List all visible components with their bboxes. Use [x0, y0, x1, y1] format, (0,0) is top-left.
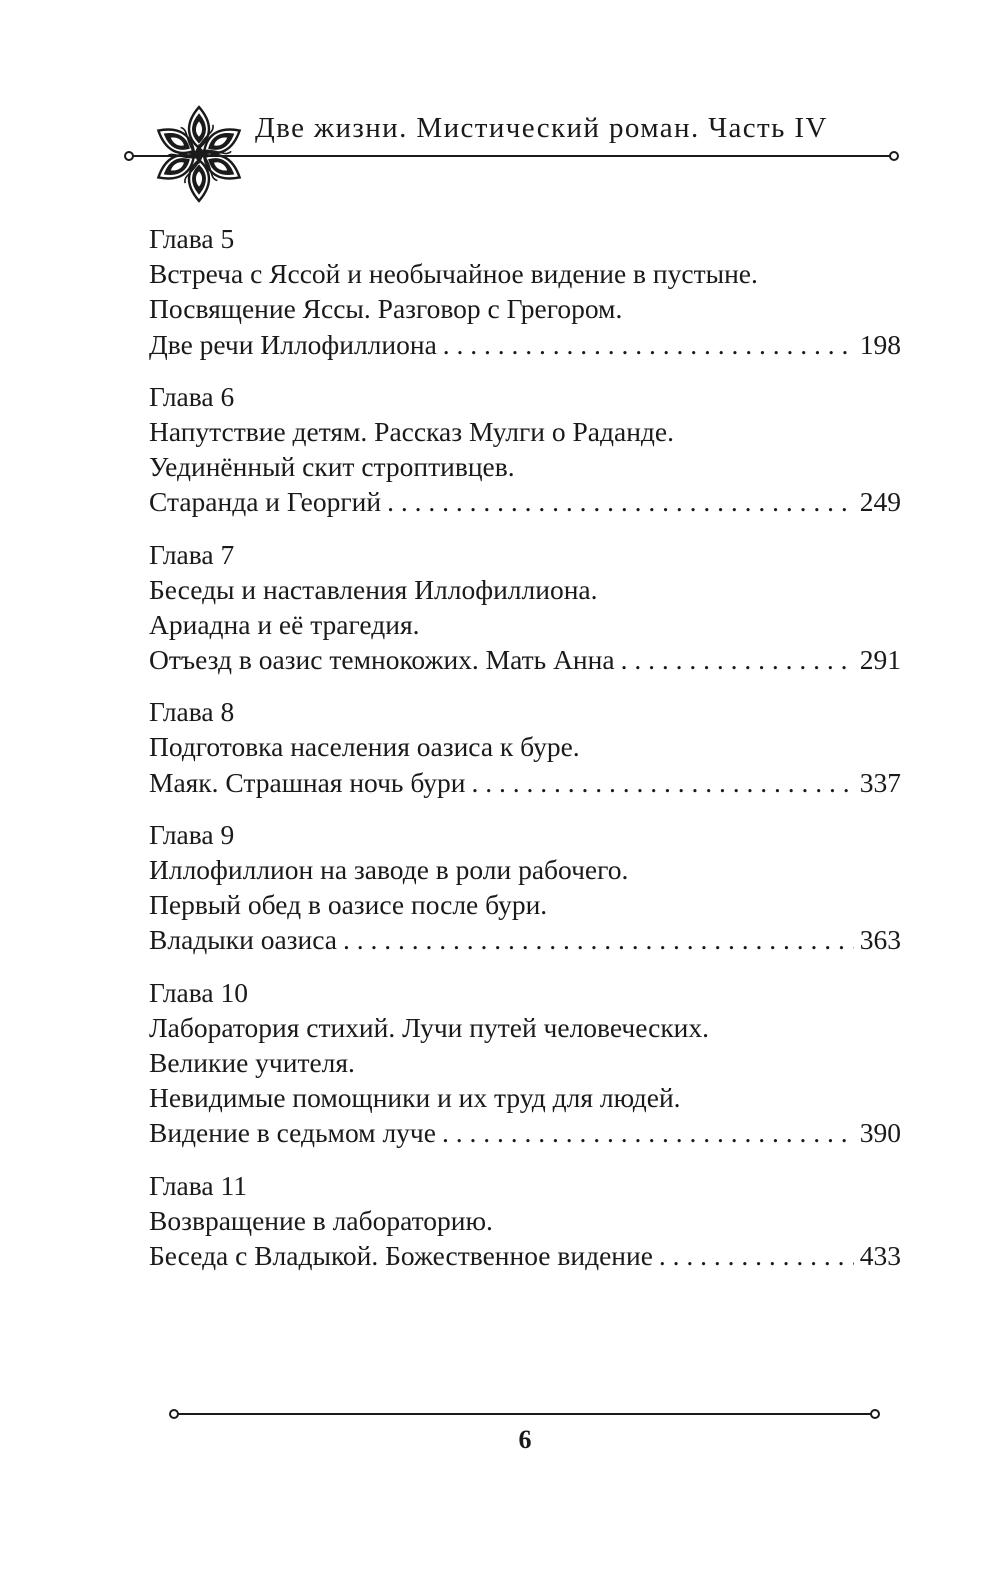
page-reference: 433 [859, 1239, 901, 1271]
dot-leader [442, 1115, 854, 1150]
chapter-title-line: Видение в седьмом луче [149, 1117, 436, 1149]
toc-entry [149, 221, 901, 362]
rule-end-dot [169, 1409, 179, 1419]
chapter-label: Глава 7 [149, 538, 235, 570]
toc-entry [149, 379, 901, 520]
dot-leader [343, 922, 854, 957]
toc-entry [149, 694, 901, 800]
chapter-final-line [149, 1238, 901, 1273]
mandala-ornament-icon [148, 103, 250, 205]
chapter-label: Глава 5 [149, 223, 235, 254]
page-reference: 337 [859, 766, 901, 798]
toc-entry [149, 817, 901, 958]
chapter-title-line: Лаборатория стихий. Лучи путей человеческих. [149, 1011, 710, 1043]
chapter-title-line: Владыки оазиса [149, 924, 337, 956]
dot-leader [472, 765, 854, 800]
chapter-title-line: Маяк. Страшная ночь бури [149, 766, 466, 798]
chapter-final-line [149, 484, 901, 519]
chapter-title-line: Беседа с Владыкой. Божественное видение [149, 1239, 653, 1271]
table-of-contents [149, 221, 901, 1290]
chapter-final-line [149, 765, 901, 800]
dot-leader [443, 327, 854, 362]
page-number: 6 [518, 1425, 532, 1454]
page-header [0, 0, 1000, 210]
chapter-title-line: Великие учителя. [149, 1046, 355, 1078]
chapter-label: Глава 9 [149, 818, 235, 850]
chapter-title-line: Невидимые помощники и их труд для людей. [149, 1082, 681, 1114]
chapter-label: Глава 6 [149, 380, 235, 412]
chapter-title-line: Напутствие детям. Рассказ Мулги о Радандe. [149, 415, 674, 447]
chapter-title-line: Две речи Иллофиллиона [149, 328, 437, 360]
chapter-final-line [149, 1115, 901, 1150]
page-reference: 291 [859, 644, 901, 676]
toc-entry [149, 975, 901, 1151]
toc-entry [149, 1168, 901, 1274]
chapter-title-line: Ариадна и её трагедия. [149, 608, 420, 640]
chapter-title-line: Возвращение в лабораторию. [149, 1204, 493, 1236]
toc-entry [149, 537, 901, 678]
chapter-title-line: Иллофиллион на заводе в роли рабочего. [149, 854, 629, 885]
chapter-title-line: Уединённый скит строптивцев. [149, 451, 515, 483]
chapter-label: Глава 8 [149, 696, 235, 728]
chapter-final-line [149, 922, 901, 957]
chapter-title-line: Первый обед в оазисе после бури. [149, 889, 548, 921]
chapter-title-line: Отъезд в оазис темнокожих. Мать Анна [149, 644, 615, 676]
running-title: Две жизни. Мистический роман. Часть IV [255, 112, 828, 144]
chapter-title-line: Подготовка населения оазиса к буре. [149, 731, 580, 763]
page-reference: 198 [859, 328, 901, 360]
page-reference: 249 [859, 486, 901, 518]
chapter-label: Глава 10 [149, 976, 248, 1008]
chapter-final-line [149, 327, 901, 362]
chapter-title-line: Посвящение Яссы. Разговор с Грегором. [149, 293, 623, 325]
rule-end-dot [870, 1409, 880, 1419]
chapter-title-line: Беседы и наставления Иллофиллиона. [149, 573, 598, 605]
footer-rule [178, 1413, 871, 1415]
dot-leader [387, 484, 854, 519]
chapter-title-line: Старанда и Георгий [149, 486, 382, 518]
chapter-final-line [149, 642, 901, 677]
rule-end-dot [889, 151, 899, 161]
rule-end-dot [124, 151, 134, 161]
page-reference: 363 [859, 924, 901, 956]
dot-leader [621, 642, 854, 677]
chapter-label: Глава 11 [149, 1169, 247, 1201]
page-reference: 390 [859, 1117, 901, 1149]
chapter-title-line: Встреча с Яссой и необычайное видение в пустыне. [149, 258, 758, 290]
header-rule [133, 155, 890, 157]
dot-leader [659, 1238, 854, 1273]
